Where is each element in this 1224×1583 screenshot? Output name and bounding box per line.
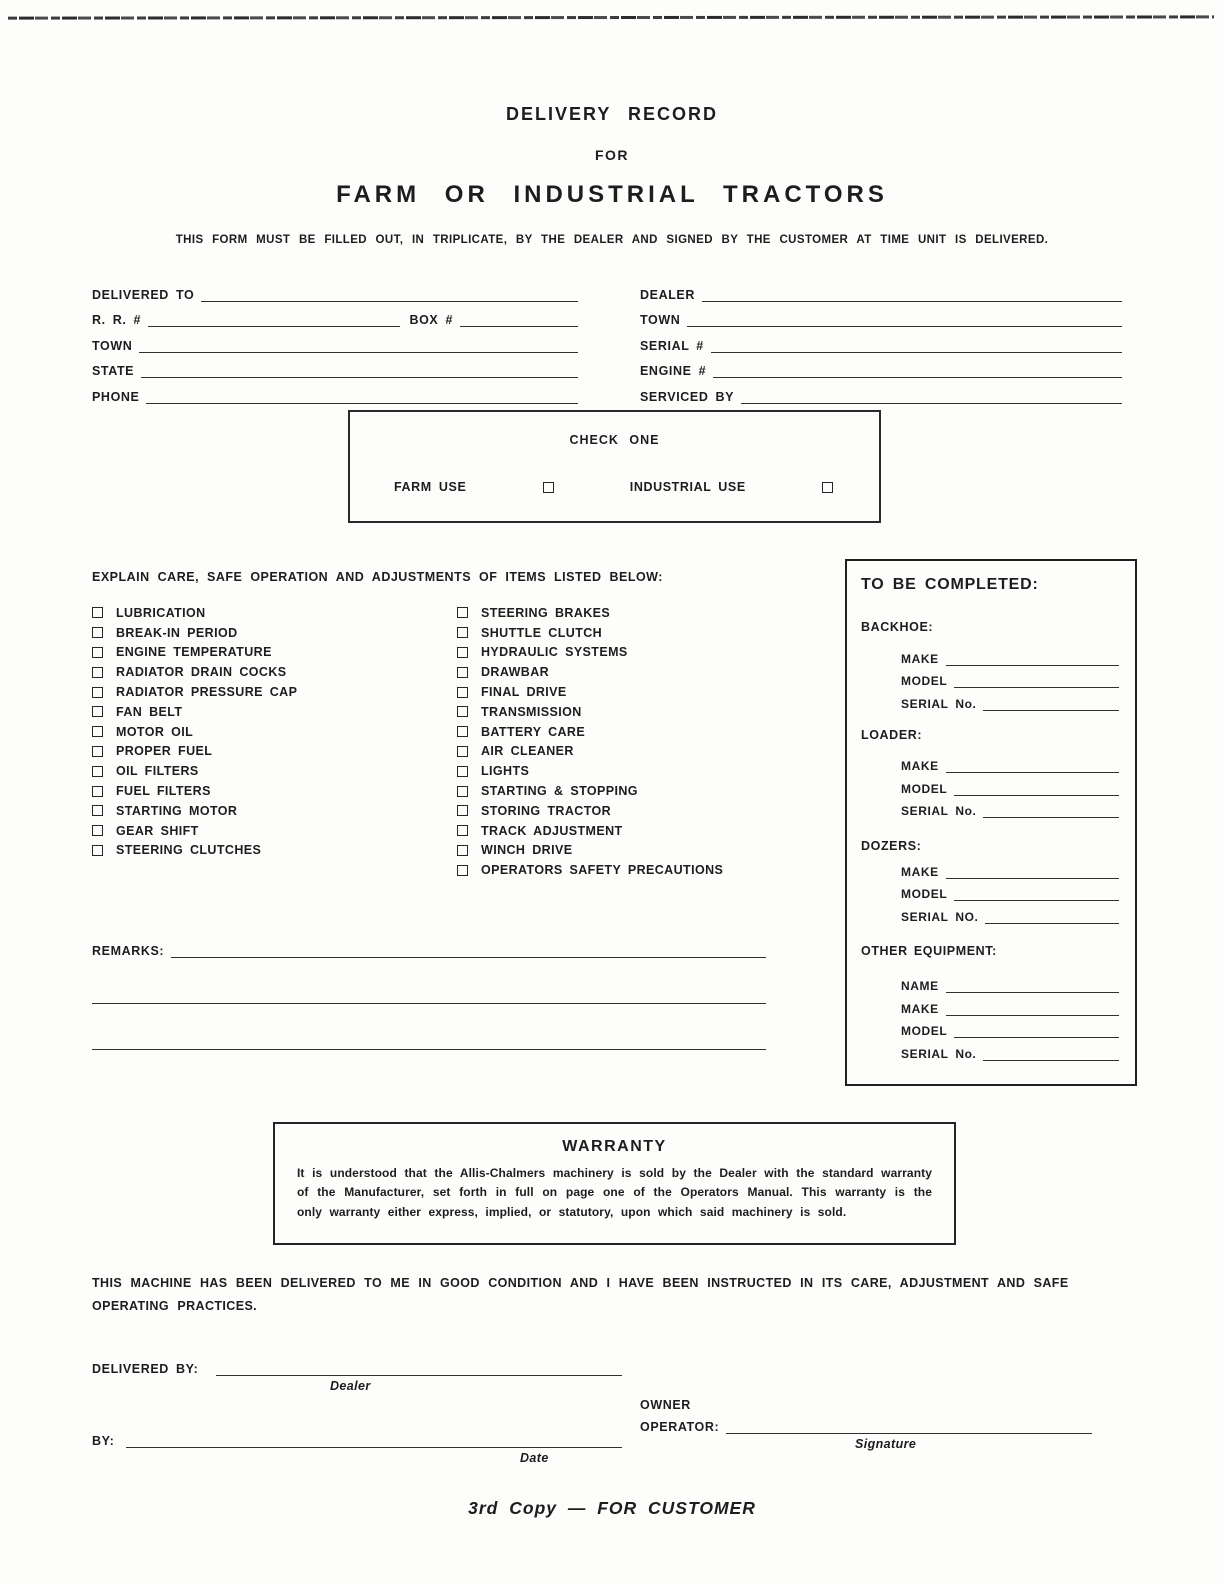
checklist-item [457,821,847,841]
loader-make-row [901,751,1119,774]
checklist-item [457,702,847,722]
other-name-line[interactable] [946,979,1119,993]
dozers-make-row [901,856,1119,879]
backhoe-make-row [901,643,1119,666]
customer-fields [92,276,578,404]
checklist-item-label: SHUTTLE CLUTCH [481,625,603,640]
delivered-by-line[interactable] [216,1362,622,1376]
backhoe-model-row [901,666,1119,689]
checklist-item-label: DRAWBAR [481,665,550,680]
serial-number-line[interactable] [711,339,1122,353]
delivered-by-label: DELIVERED BY: [92,1361,199,1376]
checkbox[interactable] [457,687,468,698]
warranty-title: WARRANTY [562,1138,667,1155]
checkbox[interactable] [92,845,103,856]
by-block [92,1422,622,1465]
checklist [92,603,847,880]
checklist-item [92,603,437,623]
warranty-body: It is understood that the Allis-Chalmers machinery is sold by the Dealer with the standard warranty of the Manufacturer, set forth in full on page one of the Operators Manual. This warranty is the only warranty either express, implied, or statutory, upon which said machinery is sold. [297,1166,932,1219]
checklist-item-label: STARTING & STOPPING [481,784,638,799]
farm-use-label: FARM USE [394,480,467,494]
checklist-column-left [92,603,437,880]
remarks-row [92,932,766,958]
remarks-extra-row [92,958,766,1004]
other-model-row [901,1016,1119,1039]
checklist-item [457,841,847,861]
name-label: NAME [901,979,939,993]
checklist-item-label: TRACK ADJUSTMENT [481,823,623,838]
engine-number-line[interactable] [713,364,1122,378]
remarks-label: REMARKS: [92,943,165,958]
loader-serial-row [901,796,1119,819]
checkbox[interactable] [457,607,468,618]
to-be-completed-box [845,559,1137,1086]
town-right-line[interactable] [687,313,1122,327]
backhoe-heading: BACKHOE: [861,620,934,634]
by-label: BY: [92,1433,115,1448]
checkbox[interactable] [457,825,468,836]
make-label: MAKE [901,651,939,666]
dealer-line[interactable] [702,288,1122,302]
checklist-item [457,623,847,643]
dealer-caption: Dealer [330,1378,371,1393]
checklist-item [457,603,847,623]
checklist-item-label: LUBRICATION [116,605,206,620]
engine-number-label: ENGINE # [640,364,707,378]
checklist-item [457,781,847,801]
checklist-item [457,722,847,742]
copy-designation: 3rd Copy — FOR CUSTOMER [468,1498,756,1518]
checklist-item-label: BREAK-IN PERIOD [116,625,238,640]
other-equipment-heading: OTHER EQUIPMENT: [861,943,997,958]
checkbox[interactable] [457,786,468,797]
checklist-item [92,702,437,722]
warranty-box [273,1122,956,1245]
torn-edge-line [8,15,1214,19]
operator-row [640,1412,1092,1434]
checklist-item-label: PROPER FUEL [116,744,213,759]
checklist-item [457,662,847,682]
make-label: MAKE [901,759,939,773]
checklist-item [92,841,437,861]
field-engine [640,353,1122,379]
checkbox[interactable] [457,746,468,757]
checklist-item-label: STORING TRACTOR [481,803,612,818]
checklist-item [457,682,847,702]
other-name-row [901,971,1119,994]
checklist-item-label: RADIATOR PRESSURE CAP [116,685,298,700]
remarks-line-1[interactable] [171,944,766,958]
serial-label: SERIAL NO. [901,909,979,924]
backhoe-model-line[interactable] [954,674,1119,688]
field-dealer [640,276,1122,302]
checklist-heading: EXPLAIN CARE, SAFE OPERATION AND ADJUSTMENTS OF ITEMS LISTED BELOW: [92,570,663,584]
checkbox[interactable] [92,706,103,717]
dealer-fields [640,276,1122,404]
owner-operator-line[interactable] [726,1420,1092,1434]
form-instruction: THIS FORM MUST BE FILLED OUT, IN TRIPLICATE, BY THE DEALER AND SIGNED BY THE CUSTOMER AT TIME UNIT IS DELIVERED. [175,234,1049,246]
checklist-item [92,662,437,682]
other-make-row [901,993,1119,1016]
model-label: MODEL [901,887,948,901]
delivery-statement: THIS MACHINE HAS BEEN DELIVERED TO ME IN GOOD CONDITION AND I HAVE BEEN INSTRUCTED IN ITS CARE, ADJUSTMENT AND SAFE OPERATING PRACTICES. [92,1276,1069,1314]
dealer-label: DEALER [640,287,695,302]
checklist-item-label: STEERING BRAKES [481,605,611,620]
backhoe-serial-line[interactable] [983,697,1119,711]
checklist-item [92,781,437,801]
checklist-item [92,801,437,821]
checkbox[interactable] [457,865,468,876]
checklist-item-label: TRANSMISSION [481,704,582,719]
serviced-by-label: SERVICED BY [640,389,735,404]
checkbox[interactable] [92,726,103,737]
date-caption: Date [520,1450,549,1465]
checkbox[interactable] [92,805,103,816]
farm-use-checkbox[interactable] [543,482,554,493]
form-subtitle: FOR [594,147,630,163]
town-left-label: TOWN [92,338,133,353]
checklist-item [457,643,847,663]
checkbox[interactable] [457,667,468,678]
other-model-line[interactable] [954,1024,1119,1038]
checkbox[interactable] [457,805,468,816]
to-be-completed-title: TO BE COMPLETED: [861,576,1039,593]
serviced-by-line[interactable] [741,390,1122,404]
checklist-item-label: OIL FILTERS [116,764,199,779]
phone-line[interactable] [146,390,578,404]
checklist-item-label: HYDRAULIC SYSTEMS [481,645,628,660]
checklist-item-label: RADIATOR DRAIN COCKS [116,665,287,680]
phone-label: PHONE [92,389,140,404]
checklist-item-label: OPERATORS SAFETY PRECAUTIONS [481,863,724,878]
box-number-label: BOX # [409,313,453,327]
checkbox[interactable] [457,627,468,638]
checklist-item [92,761,437,781]
by-line[interactable] [126,1434,622,1448]
checklist-item-label: FUEL FILTERS [116,784,211,799]
checklist-item [92,643,437,663]
checklist-item-label: STARTING MOTOR [116,803,238,818]
industrial-use-label: INDUSTRIAL USE [629,480,746,494]
checklist-item [92,821,437,841]
dozers-model-row [901,879,1119,902]
serial-number-label: SERIAL # [640,338,704,353]
loader-serial-line[interactable] [983,804,1119,818]
checklist-item-label: BATTERY CARE [481,724,586,739]
checkbox[interactable] [457,845,468,856]
dozers-serial-row [901,901,1119,924]
other-serial-row [901,1038,1119,1061]
checkbox[interactable] [457,706,468,717]
dozers-make-line[interactable] [946,865,1119,879]
dozers-serial-line[interactable] [985,910,1119,924]
checklist-item [92,722,437,742]
remarks-section [92,932,766,1050]
industrial-use-checkbox[interactable] [822,482,833,493]
checkbox[interactable] [92,687,103,698]
checklist-item-label: GEAR SHIFT [116,823,199,838]
operator-label: OPERATOR: [640,1420,720,1434]
checklist-item-label: MOTOR OIL [116,724,194,739]
delivered-to-line[interactable] [201,288,578,302]
signature-caption: Signature [855,1437,917,1451]
loader-model-row [901,773,1119,796]
delivered-by-block [92,1350,622,1393]
checklist-item-label: ENGINE TEMPERATURE [116,645,272,660]
remarks-extra-row [92,1004,766,1050]
make-label: MAKE [901,864,939,879]
checkbox[interactable] [92,746,103,757]
checkbox[interactable] [92,786,103,797]
checkbox[interactable] [92,766,103,777]
dozers-model-line[interactable] [954,887,1119,901]
remarks-line-3[interactable] [92,1036,766,1050]
field-delivered-to [92,276,578,302]
town-right-label: TOWN [640,313,681,327]
checkbox[interactable] [92,607,103,618]
checklist-item [457,761,847,781]
form-title: DELIVERY RECORD [505,104,719,124]
checkbox[interactable] [92,825,103,836]
backhoe-serial-row [901,688,1119,711]
field-serviced-by [640,378,1122,404]
dozers-heading: DOZERS: [861,839,922,853]
model-label: MODEL [901,674,948,688]
field-phone [92,378,578,404]
serial-label: SERIAL No. [901,804,977,818]
checklist-item [92,682,437,702]
owner-operator-block [640,1398,1092,1451]
loader-model-line[interactable] [954,782,1119,796]
state-label: STATE [92,364,135,378]
delivered-to-label: DELIVERED TO [92,287,195,302]
rr-number-line[interactable] [148,313,400,327]
model-label: MODEL [901,781,948,796]
checklist-item [92,623,437,643]
checklist-item [92,742,437,762]
check-one-title: CHECK ONE [569,433,660,447]
backhoe-make-line[interactable] [946,652,1119,666]
other-serial-line[interactable] [983,1047,1119,1061]
checklist-item-label: STEERING CLUTCHES [116,843,262,858]
checklist-item-label: AIR CLEANER [481,744,574,759]
checklist-item [457,801,847,821]
checklist-item-label: LIGHTS [481,764,530,779]
checklist-item-label: WINCH DRIVE [481,843,573,858]
checklist-item-label: FINAL DRIVE [481,685,567,700]
serial-label: SERIAL No. [901,1046,977,1061]
checklist-item [457,860,847,880]
checkbox[interactable] [92,647,103,658]
checkbox[interactable] [457,726,468,737]
model-label: MODEL [901,1024,948,1038]
remarks-line-2[interactable] [92,990,766,1004]
check-one-box [348,410,881,523]
checkbox[interactable] [92,667,103,678]
checklist-item [457,742,847,762]
serial-label: SERIAL No. [901,696,977,711]
checkbox[interactable] [457,766,468,777]
loader-make-line[interactable] [946,759,1119,773]
make-label: MAKE [901,1001,939,1016]
checkbox[interactable] [92,627,103,638]
field-serial [640,327,1122,353]
state-line[interactable] [141,364,578,378]
box-number-line[interactable] [460,313,578,327]
field-town-left [92,327,578,353]
by-row [92,1422,622,1448]
check-one-options [350,480,879,494]
owner-label: OWNER [640,1398,691,1412]
checklist-column-right [457,603,847,880]
field-state [92,353,578,379]
checklist-item-label: FAN BELT [116,704,183,719]
form-main-title: FARM OR INDUSTRIAL TRACTORS [336,181,888,208]
field-town-right [640,302,1122,328]
delivered-by-row [92,1350,622,1376]
checkbox[interactable] [457,647,468,658]
town-left-line[interactable] [139,339,578,353]
field-rr-box [92,302,578,328]
rr-number-label: R. R. # [92,313,142,327]
other-make-line[interactable] [946,1002,1119,1016]
loader-heading: LOADER: [861,727,923,742]
